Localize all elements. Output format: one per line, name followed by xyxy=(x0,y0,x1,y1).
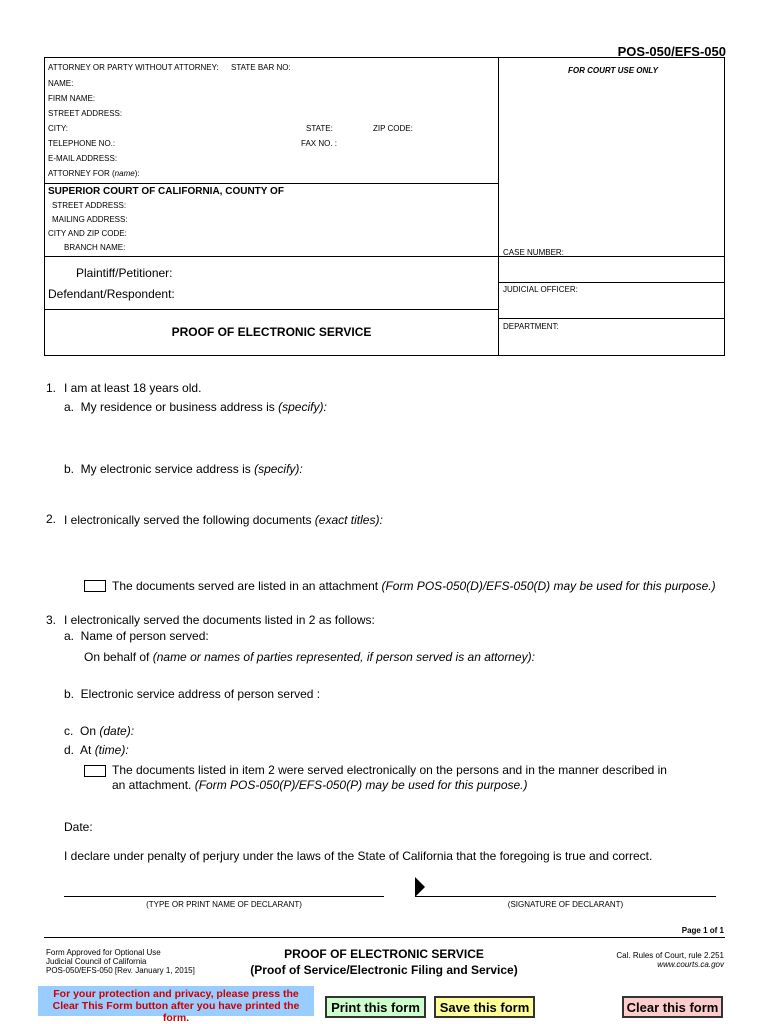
court-branch-label: BRANCH NAME: xyxy=(64,243,126,252)
department-label: DEPARTMENT: xyxy=(503,322,559,331)
date-label: Date: xyxy=(64,820,93,834)
declaration-text: I declare under penalty of perjury under the laws of the State of California that the foregoing is true and correct. xyxy=(64,849,653,863)
plaintiff-label: Plaintiff/Petitioner: xyxy=(76,266,173,280)
item-1b: b. My electronic service address is (specify): xyxy=(64,462,303,476)
case-number-label: CASE NUMBER: xyxy=(503,248,564,257)
item-3b: b. Electronic service address of person served : xyxy=(64,687,321,701)
court-street-label: STREET ADDRESS: xyxy=(52,201,127,210)
zip-label: ZIP CODE: xyxy=(373,124,413,133)
caption-box xyxy=(44,57,725,356)
item-1-number: 1. xyxy=(46,381,57,395)
defendant-label: Defendant/Respondent: xyxy=(48,287,175,301)
print-name-label: (TYPE OR PRINT NAME OF DECLARANT) xyxy=(146,900,302,909)
fax-label: FAX NO. : xyxy=(301,139,338,148)
print-name-line xyxy=(64,896,384,897)
print-button[interactable]: Print this form xyxy=(325,996,426,1018)
judicial-officer-label: JUDICIAL OFFICER: xyxy=(503,285,578,294)
rules-reference: Cal. Rules of Court, rule 2.251 xyxy=(616,951,724,960)
email-label: E-MAIL ADDRESS: xyxy=(48,154,118,163)
attorney-label: ATTORNEY OR PARTY WITHOUT ATTORNEY: xyxy=(48,63,219,72)
item-2: I electronically served the following documents (exact titles): xyxy=(64,513,383,527)
item-2-attachment-text: The documents served are listed in an attachment (Form POS-050(D)/EFS-050(D) may be used for this purpose.) xyxy=(112,579,716,593)
save-button[interactable]: Save this form xyxy=(434,996,535,1018)
court-title: SUPERIOR COURT OF CALIFORNIA, COUNTY OF xyxy=(48,186,284,197)
item-3a-behalf: On behalf of (name or names of parties represented, if person served is an attorney): xyxy=(84,650,535,664)
attorney-for-label: ATTORNEY FOR (name): xyxy=(48,169,140,178)
footer-title: PROOF OF ELECTRONIC SERVICE xyxy=(284,947,484,961)
page-title: PROOF OF ELECTRONIC SERVICE xyxy=(171,325,372,339)
page-number: Page 1 of 1 xyxy=(681,926,724,935)
court-city-label: CITY AND ZIP CODE: xyxy=(48,229,127,238)
attachment-checkbox-item-2[interactable] xyxy=(84,580,106,592)
approved-line-2: Judicial Council of California xyxy=(46,957,147,966)
approved-line-1: Form Approved for Optional Use xyxy=(46,948,161,957)
firm-label: FIRM NAME: xyxy=(48,94,96,103)
privacy-notice: For your protection and privacy, please press the Clear This Form button after you have printed the form. xyxy=(38,986,314,1016)
state-bar-label: STATE BAR NO: xyxy=(231,63,291,72)
footer-subtitle: (Proof of Service/Electronic Filing and Service) xyxy=(250,963,518,977)
item-2-number: 2. xyxy=(46,512,57,526)
item-1a: a. My residence or business address is (specify): xyxy=(64,400,327,414)
item-3c: c. On (date): xyxy=(64,724,135,738)
item-3-attachment-line-1: The documents listed in item 2 were served electronically on the persons and in the manner described in xyxy=(112,763,667,777)
signature-line xyxy=(415,896,716,897)
website: www.courts.ca.gov xyxy=(657,960,724,969)
item-3d: d. At (time): xyxy=(64,743,129,757)
court-use-label: FOR COURT USE ONLY xyxy=(568,66,658,75)
phone-label: TELEPHONE NO.: xyxy=(48,139,116,148)
signature-arrow-icon xyxy=(415,877,425,897)
approved-line-3: POS-050/EFS-050 [Rev. January 1, 2015] xyxy=(46,966,195,975)
item-3: I electronically served the documents listed in 2 as follows: xyxy=(64,613,375,627)
state-label: STATE: xyxy=(306,124,333,133)
street-label: STREET ADDRESS: xyxy=(48,109,123,118)
court-mailing-label: MAILING ADDRESS: xyxy=(52,215,128,224)
clear-button[interactable]: Clear this form xyxy=(622,996,723,1018)
item-3-attachment-line-2: an attachment. (Form POS-050(P)/EFS-050(P) may be used for this purpose.) xyxy=(112,778,528,792)
attachment-checkbox-item-3[interactable] xyxy=(84,765,106,777)
item-1: I am at least 18 years old. xyxy=(64,381,202,395)
name-label: NAME: xyxy=(48,79,74,88)
city-label: CITY: xyxy=(48,124,69,133)
item-3a: a. Name of person served: xyxy=(64,629,209,643)
signature-label: (SIGNATURE OF DECLARANT) xyxy=(507,900,624,909)
item-3-number: 3. xyxy=(46,613,57,627)
form-id: POS-050/EFS-050 xyxy=(617,44,726,59)
